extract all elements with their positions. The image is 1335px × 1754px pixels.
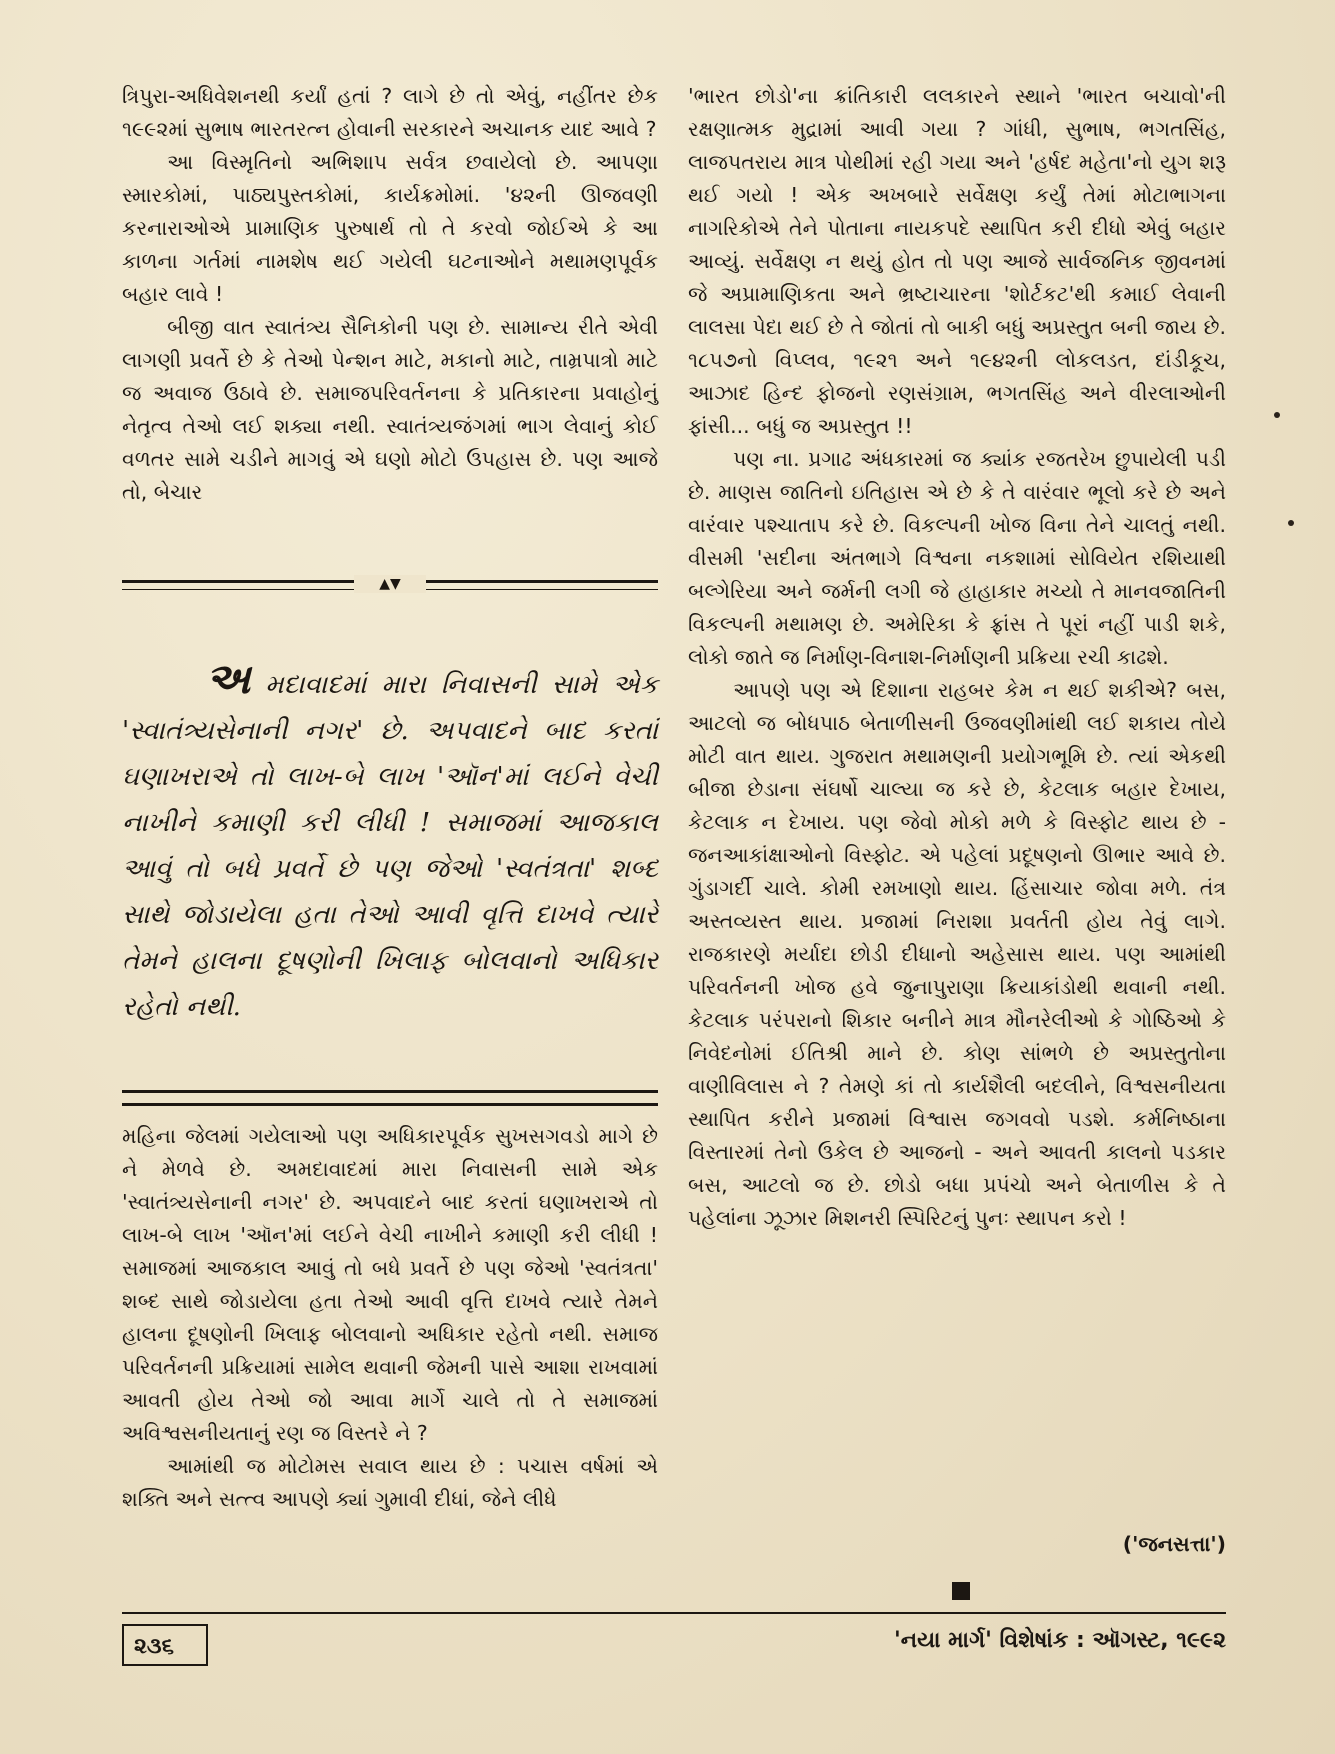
left-top-section (122, 80, 658, 509)
footer-publication-title: 'નયા માર્ગ' વિશેષાંક : ઑગસ્ટ, ૧૯૯૨ (893, 1628, 1226, 1653)
pullquote (122, 656, 658, 1030)
left-bottom-section (122, 1120, 658, 1516)
page-number: ૨૩૬ (122, 1624, 208, 1666)
right-body (688, 80, 1226, 1235)
end-mark-icon (952, 1582, 970, 1600)
paragraph: 'ભારત છોડો'ના ક્રાંતિકારી લલકારને સ્થાને 'ભારત બચાવો'ની રક્ષણાત્મક મુદ્રામાં આવી ગયા ? ગાંધી, સુભાષ, ભગતસિંહ, લાજપતરાય માત્ર પોથીમાં રહી ગયા અને 'હર્ષદ મહેતા'નો યુગ શરૂ થઈ ગયો ! એક અખબારે સર્વેક્ષણ કર્યું તેમાં મોટાભાગના નાગરિકોએ તેને પોતાના નાયકપદે સ્થાપિત કરી દીધો એવું બહાર આવ્યું. સર્વેક્ષણ ન થયું હોત તો પણ આજે સાર્વજનિક જીવનમાં જે અપ્રામાણિકતા અને ભ્રષ્ટાચારના 'શોર્ટકટ'થી કમાઈ લેવાની લાલસા પેદા થઈ છે તે જોતાં તો બાકી બધું અપ્રસ્તુત બની જાય છે. ૧૮૫૭નો વિપ્લવ, ૧૯૨૧ અને ૧૯૪૨ની લોકલડત, દાંડીકૂચ, આઝાદ હિન્દ ફોજનો રણસંગ્રામ, ભગતસિંહ અને વીરલાઓની ફાંસી... બધું જ અપ્રસ્તુત !! (688, 84, 1226, 438)
pullquote-text: મદાવાદમાં મારા નિવાસની સામે એક 'સ્વાતંત્ર્યસેનાની નગર' છે. અપવાદને બાદ કરતાં ઘણાખરાએ તો લાખ-બે લાખ 'ઑન'માં લઈને વેચી નાખીને કમાણી કરી લીધી ! સમાજમાં આજકાલ આવું તો બધે પ્રવર્તે છે પણ જેઓ 'સ્વતંત્રતા' શબ્દ સાથે જોડાયેલા હતા તેઓ આવી વૃત્તિ દાખવે ત્યારે તેમને હાલના દૂષણોની ખિલાફ બોલવાનો અધિકાર રહેતો નથી. (122, 670, 659, 1022)
footer-rule (122, 1612, 1226, 1614)
divider-ornament: ▲▼ (354, 575, 426, 593)
paragraph: આપણે પણ એ દિશાના રાહબર કેમ ન થઈ શકીએ? બસ, આટલો જ બોધપાઠ બેતાળીસની ઉજવણીમાંથી લઈ શકાય તોયે મોટી વાત થાય. ગુજરાત મથામણની પ્રયોગભૂમિ છે. ત્યાં એકથી બીજા છેડાના સંઘર્ષો ચાલ્યા જ કરે છે, કેટલાક બહાર દેખાય, કેટલાક ન દેખાય. પણ જેવો મોકો મળે કે વિસ્ફોટ થાય છે - જનઆકાંક્ષાઓનો વિસ્ફોટ. એ પહેલાં પ્રદૂષણનો ઊભાર આવે છે. ગુંડાગર્દી ચાલે. કોમી રમખાણો થાય. હિંસાચાર જોવા મળે. તંત્ર અસ્તવ્યસ્ત થાય. પ્રજામાં નિરાશા પ્રવર્તતી હોય તેવું લાગે. રાજકારણે મર્યાદા છોડી દીધાનો અહેસાસ થાય. પણ આમાંથી પરિવર્તનની ખોજ હવે જુનાપુરાણા ક્રિયાકાંડોથી થવાની નથી. કેટલાક પરંપરાનો શિકાર બનીને માત્ર મૌનરેલીઓ કે ગોષ્ઠિઓ કે નિવેદનોમાં ઈતિશ્રી માને છે. કોણ સાંભળે છે અપ્રસ્તુતોના વાણીવિલાસ ને ? તેમણે કાં તો કાર્યશૈલી બદલીને, વિશ્વસનીયતા સ્થાપિત કરીને પ્રજામાં વિશ્વાસ જગવવો પડશે. કર્મનિષ્ઠાના વિસ્તારમાં તેનો ઉકેલ છે આજનો - અને આવતી કાલનો પડકાર બસ, આટલો જ છે. છોડો બધા પ્રપંચો અને બેતાળીસ કે તે પહેલાંના ઝૂઝાર મિશનરી સ્પિરિટનું પુનઃ સ્થાપન કરો ! (688, 678, 1226, 1230)
source-credit: ('જનસત્તા') (1122, 1532, 1226, 1556)
page-speck-icon (1274, 412, 1280, 418)
paragraph: આ વિસ્મૃતિનો અભિશાપ સર્વત્ર છવાયેલો છે. આપણા સ્મારકોમાં, પાઠ્યપુસ્તકોમાં, કાર્યક્રમોમાં. '૪૨ની ઊજવણી કરનારાઓએ પ્રામાણિક પુરુષાર્થ તો તે કરવો જોઈએ કે આ કાળના ગર્તમાં નામશેષ થઈ ગયેલી ઘટનાઓને મથામણપૂર્વક બહાર લાવે ! (122, 150, 658, 306)
pullquote-top-rule (122, 576, 658, 592)
paragraph: મહિના જેલમાં ગયેલાઓ પણ અધિકારપૂર્વક સુખસગવડો માગે છે ને મેળવે છે. અમદાવાદમાં મારા નિવાસની સામે એક 'સ્વાતંત્ર્યસેનાની નગર' છે. અપવાદને બાદ કરતાં ઘણાખરાએ તો લાખ-બે લાખ 'ઑન'માં લઈને વેચી નાખીને કમાણી કરી લીધી ! સમાજમાં આજકાલ આવું તો બધે પ્રવર્તે છે પણ જેઓ 'સ્વતંત્રતા' શબ્દ સાથે જોડાયેલા હતા તેઓ આવી વૃત્તિ દાખવે ત્યારે તેમને હાલના દૂષણોની ખિલાફ બોલવાનો અધિકાર રહેતો નથી. સમાજ પરિવર્તનની પ્રક્રિયામાં સામેલ થવાની જેમની પાસે આશા રાખવામાં આવતી હોય તેઓ જો આવા માર્ગે ચાલે તો તે સમાજમાં અવિશ્વસનીયતાનું રણ જ વિસ્તરે ને ? (122, 1124, 658, 1445)
paragraph: આમાંથી જ મોટોમસ સવાલ થાય છે : પચાસ વર્ષમાં એ શક્તિ અને સત્ત્વ આપણે ક્યાં ગુમાવી દીધાં, જેને લીધે (122, 1454, 658, 1511)
paragraph: પણ ના. પ્રગાઢ અંધકારમાં જ ક્યાંક રજતરેખ છુપાયેલી પડી છે. માણસ જાતિનો ઇતિહાસ એ છે કે તે વારંવાર ભૂલો કરે છે અને વારંવાર પશ્ચાતાપ કરે છે. વિકલ્પની ખોજ વિના તેને ચાલતું નથી. વીસમી 'સદીના અંતભાગે વિશ્વના નકશામાં સોવિયેત રશિયાથી બલ્ગેરિયા અને જર્મની લગી જે હાહાકાર મચ્યો તે માનવજાતિની વિકલ્પની મથામણ છે. અમેરિકા કે ફ્રાંસ તે પૂરાં નહીં પાડી શકે, લોકો જાતે જ નિર્માણ-વિનાશ-નિર્માણની પ્રક્રિયા રચી કાઢશે. (688, 447, 1226, 669)
paragraph: બીજી વાત સ્વાતંત્ર્ય સૈનિકોની પણ છે. સામાન્ય રીતે એવી લાગણી પ્રવર્તે છે કે તેઓ પેન્શન માટે, મકાનો માટે, તામ્રપાત્રો માટે જ અવાજ ઉઠાવે છે. સમાજપરિવર્તનના કે પ્રતિકારના પ્રવાહોનું નેતૃત્વ તેઓ લઈ શક્યા નથી. સ્વાતંત્ર્યજંગમાં ભાગ લેવાનું કોઈ વળતર સામે ચડીને માગવું એ ઘણો મોટો ઉપહાસ છે. પણ આજે તો, બેચાર (122, 315, 658, 504)
pullquote-dropcap: અ (206, 654, 251, 703)
page-speck-icon (1288, 520, 1294, 526)
pullquote-bottom-rule (122, 1090, 658, 1106)
paragraph: ત્રિપુરા-અધિવેશનથી કર્યાં હતાં ? લાગે છે તો એવું, નહીંતર છેક ૧૯૯૨માં સુભાષ ભારતરત્ન હોવાની સરકારને અચાનક યાદ આવે ? (122, 84, 658, 141)
